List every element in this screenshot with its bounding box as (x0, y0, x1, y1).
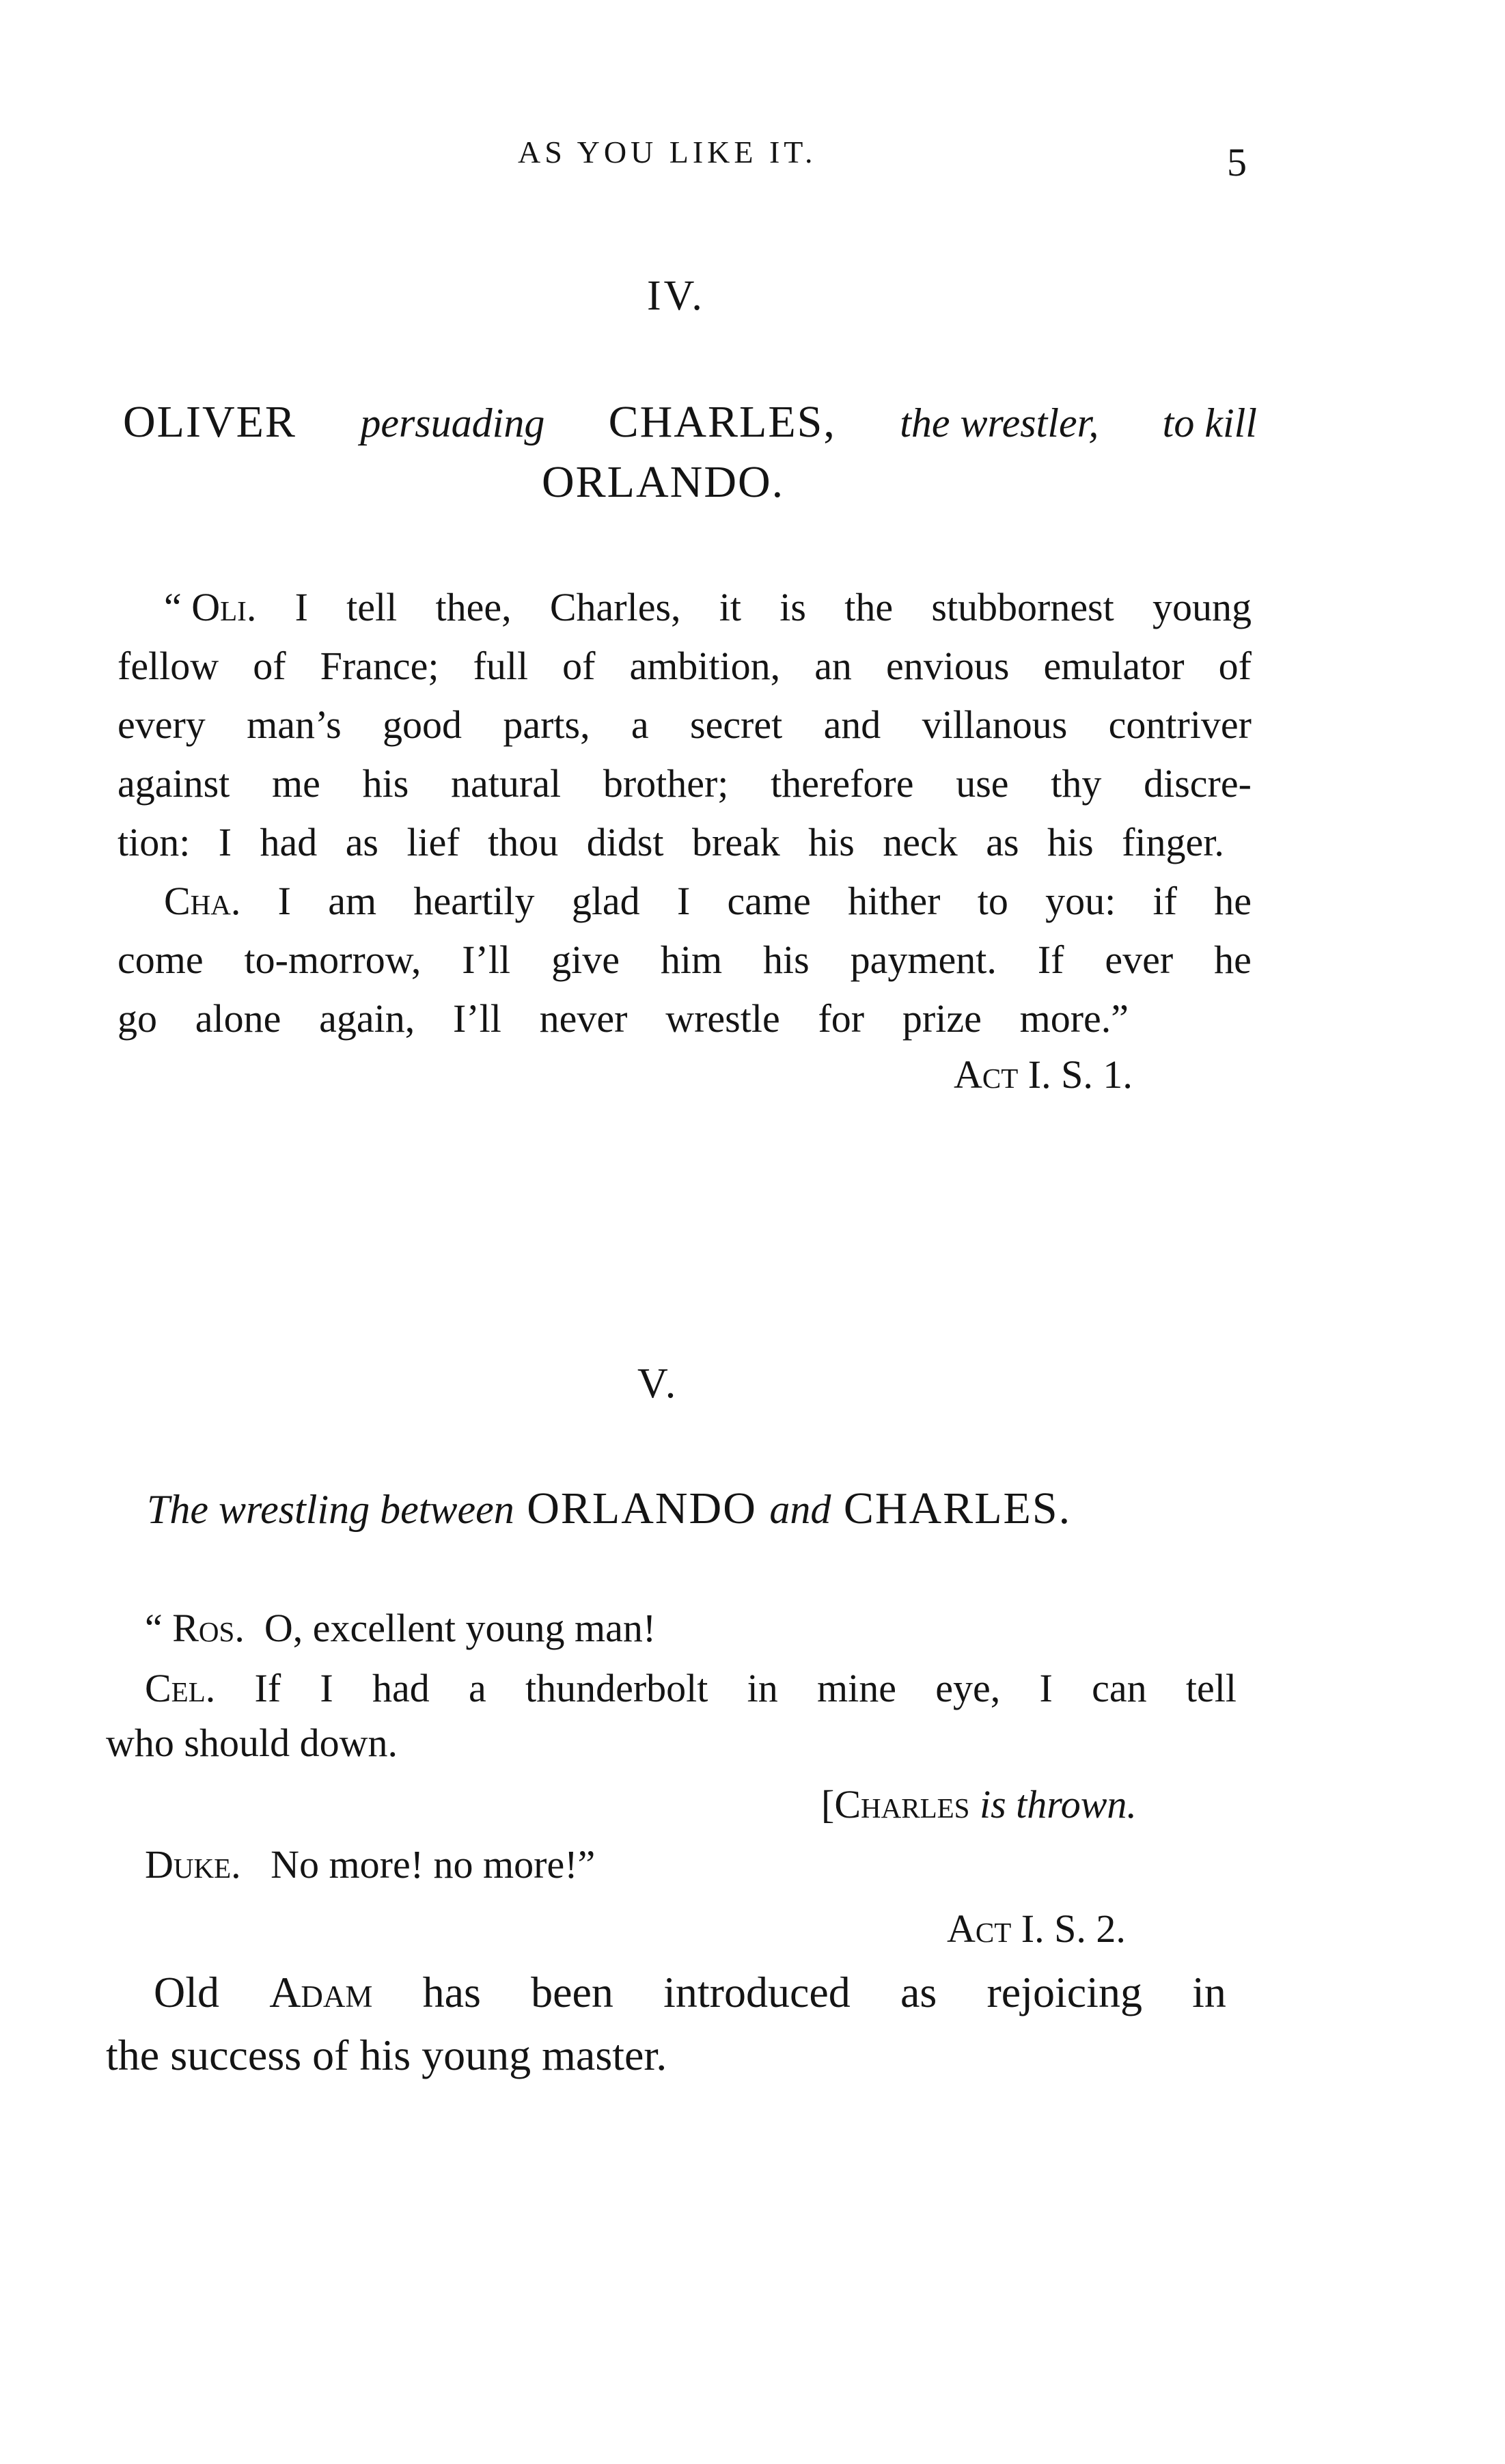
quote-word: lief (406, 820, 460, 864)
running-head-title: AS YOU LIKE IT. (518, 135, 817, 169)
cel-word: I (320, 1666, 333, 1710)
quote-word: finger. (1122, 820, 1224, 864)
line-cel-2: who should down. (106, 1721, 398, 1765)
quote-word: came (727, 879, 811, 923)
quote-word: and (823, 702, 881, 747)
quote-word: against (118, 761, 230, 806)
citation-reference: I. S. 1. (1027, 1052, 1133, 1097)
quote-word: tion: (118, 820, 191, 864)
cel-word: thunderbolt (525, 1666, 708, 1710)
section-v-citation (947, 1900, 1126, 1958)
speaker-cel: Cel. (145, 1666, 216, 1710)
stage-direction (821, 1775, 1137, 1834)
quote-word: heartily (413, 879, 535, 923)
quote-word: tell (346, 585, 398, 629)
quote-word: an (814, 644, 852, 688)
speaker-duke: Duke. (145, 1842, 241, 1887)
quote-word: secret (690, 702, 783, 747)
quote-word: every (118, 702, 206, 747)
section-v-numeral: V. (637, 1360, 679, 1407)
quote-word: contriver (1108, 702, 1252, 747)
quote-word: young (1152, 585, 1252, 629)
heading-verb: persuading (360, 400, 545, 446)
line-duke-text: No more! no more!” (271, 1842, 596, 1887)
quote-line (118, 754, 1252, 813)
heading-name-charles: CHARLES, (608, 397, 836, 447)
quote-word: you: (1045, 879, 1116, 923)
section-iv-quote (118, 578, 1252, 1048)
quote-word: ever (1105, 937, 1174, 982)
quote-line (118, 813, 1224, 872)
quote-word: it (719, 585, 742, 629)
quote-word: fellow (118, 644, 219, 688)
speaker-name: “ Oli. (164, 585, 257, 629)
quote-word: the (844, 585, 894, 629)
quote-word: is (779, 585, 806, 629)
citation-reference-v: I. S. 2. (1021, 1906, 1126, 1951)
quote-word: give (551, 937, 620, 982)
quote-word: never (539, 996, 628, 1041)
quote-line (118, 872, 1252, 931)
quote-word: didst (586, 820, 664, 864)
quote-word: am (328, 879, 377, 923)
cel-word: can (1092, 1666, 1147, 1710)
cel-word: had (372, 1666, 430, 1710)
quote-word: I (294, 585, 308, 629)
quote-word: go (118, 996, 157, 1041)
quote-word: he (1214, 879, 1252, 923)
quote-lines (118, 578, 1252, 1048)
quote-word: brother; (603, 761, 729, 806)
cel-word: eye, (935, 1666, 1001, 1710)
quote-word: thou (488, 820, 559, 864)
quote-line (118, 696, 1252, 754)
line-duke (145, 1835, 595, 1894)
speaker-ros: “ Ros. (145, 1606, 245, 1650)
stage-bracket: [ (821, 1782, 835, 1826)
line-ros (145, 1599, 656, 1658)
caption-word: introduced (663, 1968, 851, 2016)
quote-word: I’ll (462, 937, 511, 982)
quote-word: of (1218, 644, 1252, 688)
quote-word: use (956, 761, 1009, 806)
quote-word: thy (1051, 761, 1102, 806)
quote-line (118, 637, 1252, 696)
quote-word: parts, (503, 702, 590, 747)
quote-word: I (277, 879, 291, 923)
quote-word: stubbornest (931, 585, 1114, 629)
heading-name-charles-v: CHARLES. (843, 1483, 1072, 1533)
quote-word: discre- (1144, 761, 1252, 806)
quote-word: come (118, 937, 204, 982)
quote-word: I’ll (453, 996, 501, 1041)
quote-word: If (1037, 937, 1064, 982)
quote-word: had (260, 820, 318, 864)
heading-name-orlando: ORLANDO. (542, 457, 785, 507)
quote-line (118, 578, 1252, 637)
cel-word: I (1039, 1666, 1053, 1710)
speaker-name: Cha. (164, 879, 241, 923)
quote-word: man’s (247, 702, 342, 747)
quote-word: prize (902, 996, 982, 1041)
line-cel-1 (145, 1659, 1237, 1718)
quote-word: him (660, 937, 723, 982)
caption-line-2: the success of his young master. (106, 2031, 667, 2079)
quote-word: his (763, 937, 810, 982)
heading-name-oliver: OLIVER (123, 397, 296, 447)
caption-line-1 (154, 1960, 1226, 2025)
quote-word: envious (885, 644, 1010, 688)
quote-word: I (218, 820, 232, 864)
cel-word: in (747, 1666, 778, 1710)
quote-word: again, (319, 996, 415, 1041)
cel-word: mine (817, 1666, 897, 1710)
quote-word: natural (451, 761, 562, 806)
quote-word: wrestle (665, 996, 780, 1041)
quote-word: of (562, 644, 596, 688)
quote-word: I (676, 879, 691, 923)
quote-word: to (977, 879, 1008, 923)
quote-word: for (818, 996, 865, 1041)
quote-word: his (808, 820, 855, 864)
page-number: 5 (1227, 140, 1247, 184)
quote-word: good (383, 702, 462, 747)
section-iv-numeral: IV. (647, 273, 705, 319)
quote-word: his (1047, 820, 1094, 864)
section-iv-heading-line1 (123, 396, 1257, 448)
cel-word: a (469, 1666, 486, 1710)
quote-line (118, 931, 1252, 989)
quote-word: break (691, 820, 780, 864)
quote-word: glad (571, 879, 640, 923)
line-ros-text: O, excellent young man! (264, 1606, 657, 1650)
heading-name-orlando-v: ORLANDO (527, 1483, 757, 1533)
heading-pre: The wrestling between (147, 1487, 514, 1532)
caption-word: rejoicing (986, 1968, 1142, 2016)
caption-word: been (531, 1968, 613, 2016)
caption-word: Old (154, 1968, 219, 2016)
citation-act-word-v: Act (947, 1906, 1012, 1951)
quote-word: therefore (771, 761, 914, 806)
quote-word: if (1152, 879, 1177, 923)
stage-text: is thrown. (979, 1782, 1137, 1826)
heading-and: and (769, 1487, 831, 1532)
quote-word: alone (195, 996, 281, 1041)
quote-word: as (986, 820, 1019, 864)
heading-desc: the wrestler, (900, 400, 1099, 446)
citation-act-word: Act (954, 1052, 1019, 1097)
quote-word: emulator (1043, 644, 1185, 688)
cel-word: tell (1185, 1666, 1237, 1710)
quote-word: his (362, 761, 409, 806)
heading-to-kill: to kill (1162, 400, 1257, 446)
quote-word: me (272, 761, 320, 806)
quote-word: more.” (1019, 996, 1129, 1041)
caption-word: as (900, 1968, 937, 2016)
quote-word: neck (883, 820, 958, 864)
caption-word: Adam (269, 1968, 373, 2016)
quote-word: villanous (922, 702, 1068, 747)
section-v-heading (147, 1483, 1071, 1535)
quote-word: thee, (435, 585, 512, 629)
quote-line (118, 989, 1129, 1048)
quote-word: hither (848, 879, 941, 923)
quote-word: of (253, 644, 286, 688)
quote-word: full (473, 644, 529, 688)
quote-word: a (631, 702, 649, 747)
quote-word: Charles, (549, 585, 681, 629)
caption-word: has (422, 1968, 481, 2016)
stage-name: Charles (834, 1782, 970, 1826)
section-iv-citation (954, 1045, 1133, 1104)
quote-word: ambition, (629, 644, 781, 688)
quote-word: as (345, 820, 379, 864)
cel-word: If (254, 1666, 281, 1710)
quote-word: to-morrow, (244, 937, 422, 982)
quote-word: he (1214, 937, 1252, 982)
quote-word: France; (320, 644, 439, 688)
caption-word: in (1192, 1968, 1226, 2016)
quote-word: payment. (850, 937, 997, 982)
